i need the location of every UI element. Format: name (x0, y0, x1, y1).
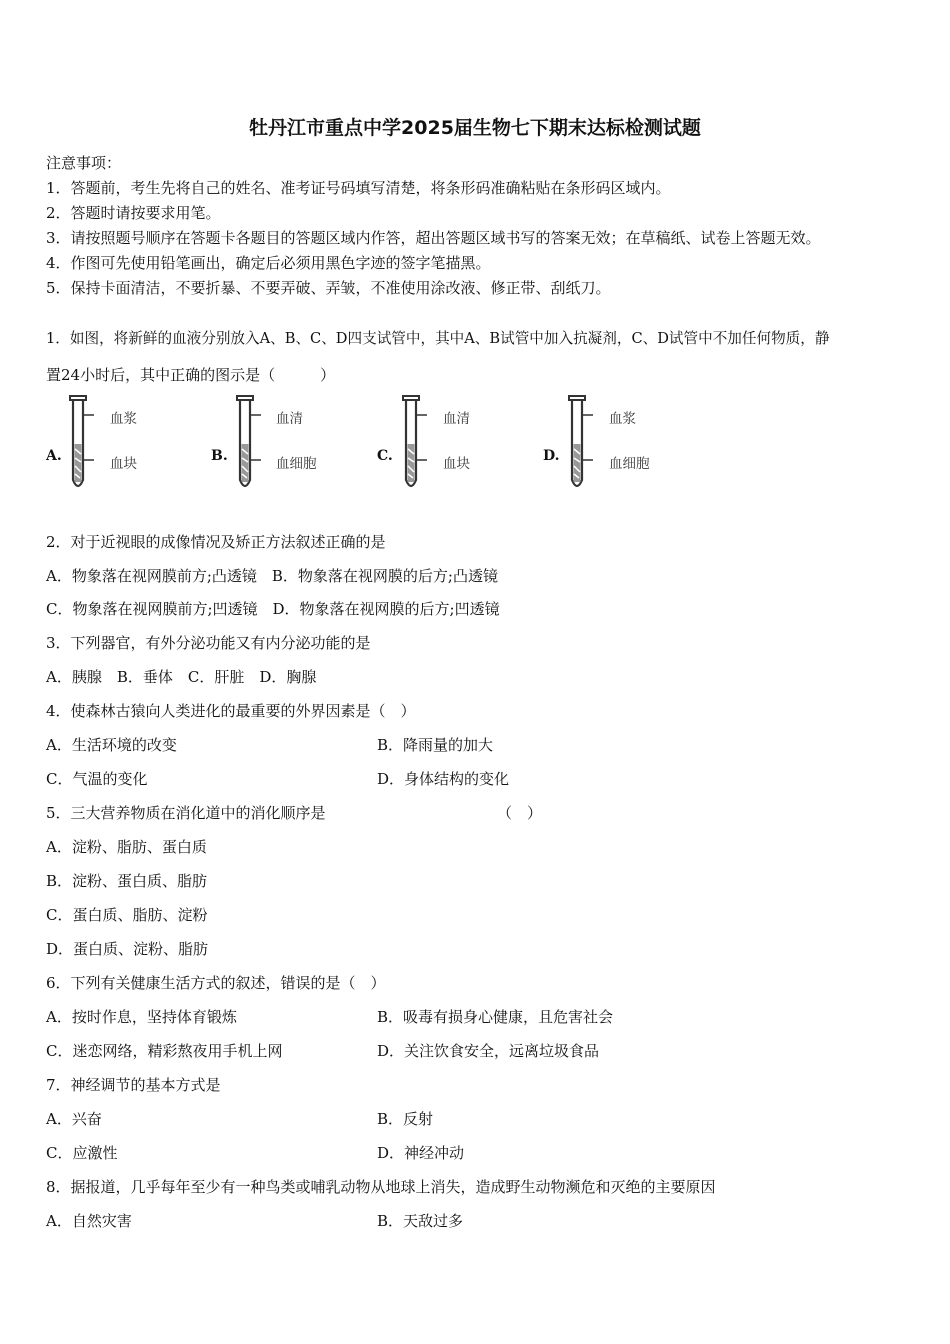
tube-b-label: B. (211, 448, 228, 464)
q5-option-a: A．淀粉、脂肪、蛋白质 (46, 838, 207, 856)
q7-option-d: D．神经冲动 (377, 1144, 465, 1162)
q6-option-a: A．按时作息，坚持体育锻炼 (46, 1008, 237, 1026)
q4-option-c: C．气温的变化 (46, 770, 148, 788)
q4-option-b: B．降雨量的加大 (377, 736, 494, 754)
note-item: 1．答题前，考生先将自己的姓名、准考证号码填写清楚，将条形码准确粘贴在条形码区域内。 (46, 179, 671, 197)
tube-a-bottom-text: 血块 (110, 456, 137, 472)
q5-stem: 5．三大营养物质在消化道中的消化顺序是 (46, 804, 326, 822)
q6-option-b: B．吸毒有损身心健康，且危害社会 (377, 1008, 614, 1026)
note-item: 5．保持卡面清洁，不要折暴、不要弄破、弄皱，不准使用涂改液、修正带、刮纸刀。 (46, 279, 611, 297)
tube-d-label: D. (543, 448, 560, 464)
q5-option-d: D．蛋白质、淀粉、脂肪 (46, 940, 209, 958)
tube-b-top-text: 血清 (276, 411, 303, 427)
note-item: 2．答题时请按要求用笔。 (46, 204, 221, 222)
q3-stem: 3．下列器官，有外分泌功能又有内分泌功能的是 (46, 634, 371, 652)
q8-option-b: B．天敌过多 (377, 1212, 464, 1230)
note-item: 4．作图可先使用铅笔画出，确定后必须用黑色字迹的签字笔描黑。 (46, 254, 491, 272)
q5-option-c: C．蛋白质、脂肪、淀粉 (46, 906, 208, 924)
tube-c-top-text: 血清 (443, 411, 470, 427)
note-item: 3．请按照题号顺序在答题卡各题目的答题区域内作答，超出答题区域书写的答案无效；在草稿纸、试卷上答题无效。 (46, 229, 821, 247)
page-title: 牡丹江市重点中学2025届生物七下期末达标检测试题 (249, 117, 701, 139)
q4-option-d: D．身体结构的变化 (377, 770, 510, 788)
q6-stem: 6．下列有关健康生活方式的叙述，错误的是（ ） (46, 974, 386, 992)
test-tube-d-figure (567, 394, 599, 496)
tube-c-bottom-text: 血块 (443, 456, 470, 472)
q8-stem: 8．据报道，几乎每年至少有一种鸟类或哺乳动物从地球上消失，造成野生动物濒危和灭绝的主要原因 (46, 1178, 716, 1196)
q1-stem-line1: 1．如图，将新鲜的血液分别放入A、B、C、D四支试管中，其中A、B试管中加入抗凝剂，C、D试管中不加任何物质，静 (46, 330, 830, 347)
tube-d-top-text: 血浆 (609, 411, 636, 427)
tube-a-label: A. (46, 448, 62, 464)
notes-heading: 注意事项： (46, 154, 122, 172)
q8-option-a: A．自然灾害 (46, 1212, 132, 1230)
q3-options-row: A．胰腺 B．垂体 C．肝脏 D．胸腺 (46, 668, 317, 686)
q2-options-row2: C．物象落在视网膜前方;凹透镜 D．物象落在视网膜的后方;凹透镜 (46, 600, 500, 618)
q6-option-d: D．关注饮食安全，远离垃圾食品 (377, 1042, 600, 1060)
q1-stem-line2: 置24小时后，其中正确的图示是（ ） (46, 366, 336, 384)
q7-option-a: A．兴奋 (46, 1110, 102, 1128)
tube-d-bottom-text: 血细胞 (609, 456, 650, 472)
q5-answer-paren: （ ） (497, 804, 543, 822)
q5-option-b: B．淀粉、蛋白质、脂肪 (46, 872, 208, 890)
q6-option-c: C．迷恋网络，精彩熬夜用手机上网 (46, 1042, 283, 1060)
q4-option-a: A．生活环境的改变 (46, 736, 177, 754)
test-tube-c-figure (401, 394, 433, 496)
tube-c-label: C. (377, 448, 393, 464)
q7-option-b: B．反射 (377, 1110, 434, 1128)
q4-stem: 4．使森林古猿向人类进化的最重要的外界因素是（ ） (46, 702, 416, 720)
tube-a-top-text: 血浆 (110, 411, 137, 427)
test-tube-a-figure (68, 394, 100, 496)
q2-options-row1: A．物象落在视网膜前方;凸透镜 B．物象落在视网膜的后方;凸透镜 (46, 567, 498, 585)
tube-b-bottom-text: 血细胞 (276, 456, 317, 472)
q2-stem: 2．对于近视眼的成像情况及矫正方法叙述正确的是 (46, 533, 386, 551)
q7-stem: 7．神经调节的基本方式是 (46, 1076, 221, 1094)
q7-option-c: C．应激性 (46, 1144, 118, 1162)
test-tube-b-figure (235, 394, 267, 496)
